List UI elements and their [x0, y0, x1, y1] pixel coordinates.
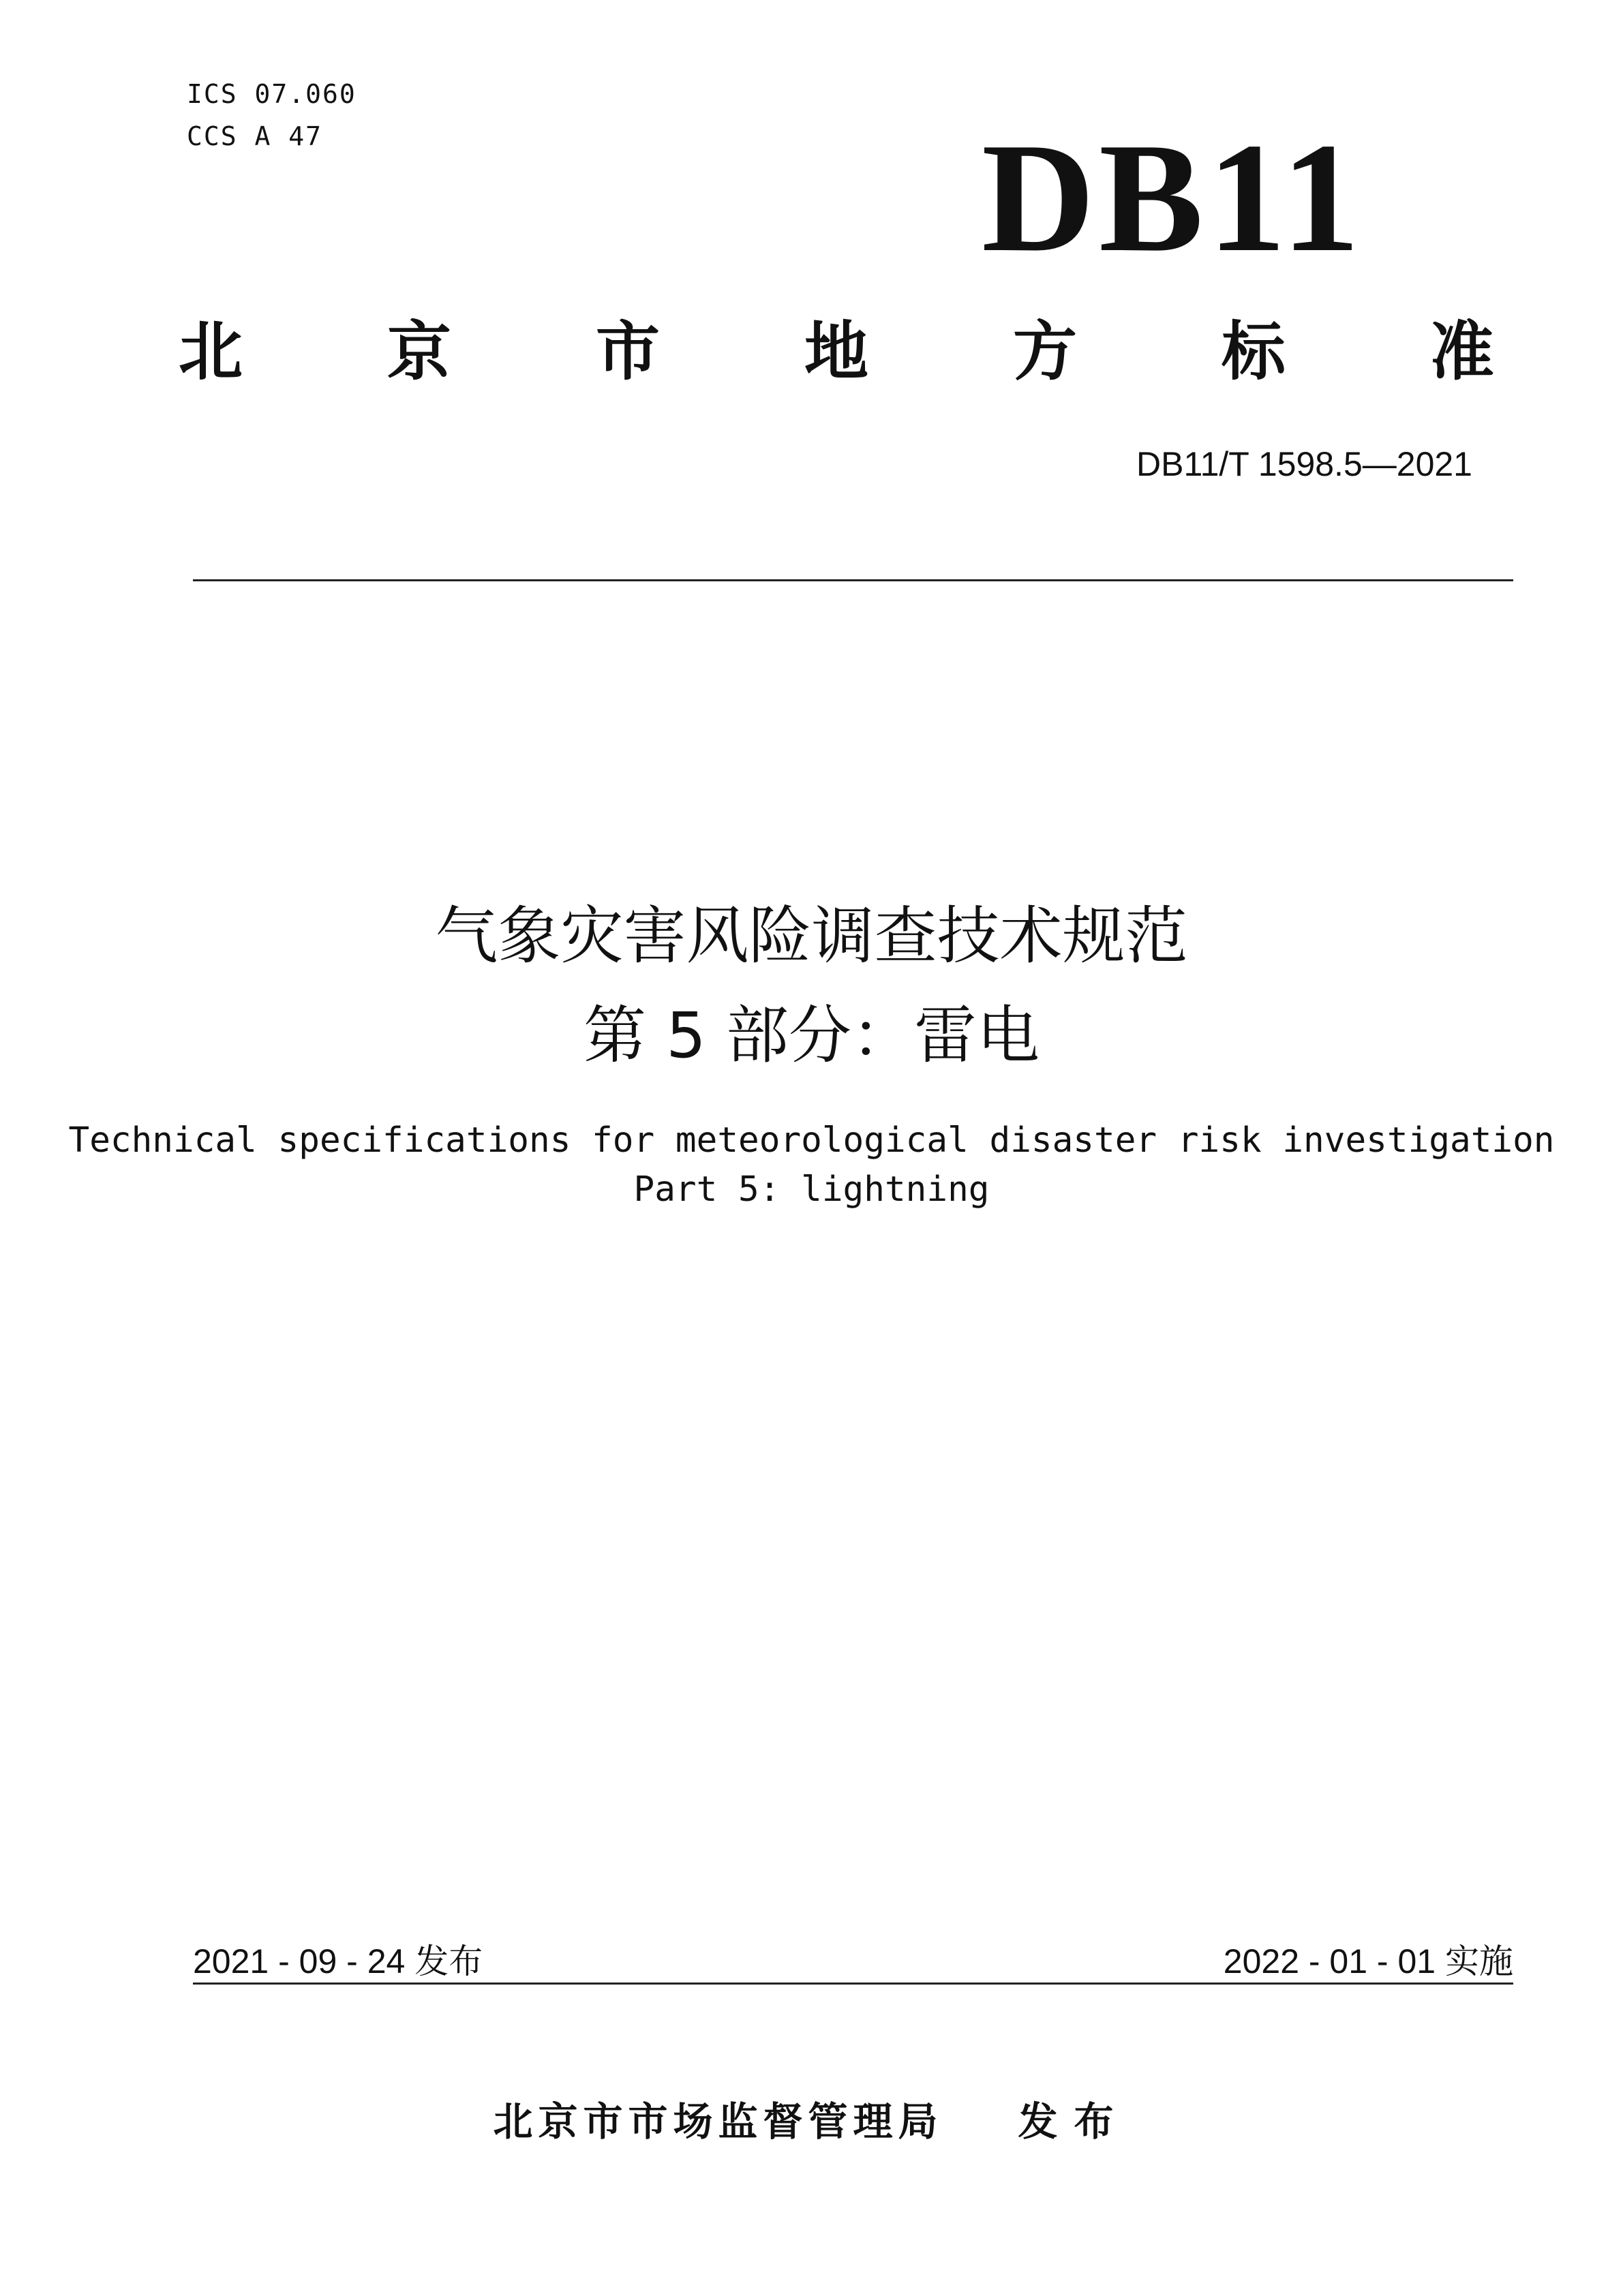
issuer-name: 北京市市场监督管理局	[493, 2098, 943, 2145]
footer-divider	[193, 1983, 1513, 1985]
standard-type-char: 地	[804, 315, 868, 389]
standard-type-char: 准	[1429, 315, 1494, 389]
standard-number: DB11/T 1598.5—2021	[1136, 445, 1472, 483]
standard-type-char: 京	[386, 315, 451, 389]
ics-code: ICS 07.060	[187, 79, 357, 109]
header-divider	[193, 579, 1513, 581]
standard-type-char: 标	[1221, 315, 1286, 389]
publish-date: 2021 - 09 - 24 发布	[193, 1942, 483, 1980]
standard-type-heading	[179, 315, 1494, 390]
standard-type-char: 方	[1012, 315, 1077, 389]
title-chinese-main: 气象灾害风险调查技术规范	[435, 900, 1188, 973]
issuer-line	[0, 2090, 1623, 2147]
db11-logo: DB11	[982, 110, 1364, 284]
standard-type-char: 北	[179, 315, 243, 389]
issuer-action: 发布	[1018, 2098, 1130, 2145]
implementation-date: 2022 - 01 - 01 实施	[1223, 1942, 1513, 1980]
title-english-main: Technical specifications for meteorological disaster risk investigation	[68, 1120, 1555, 1161]
ccs-code: CCS A 47	[187, 121, 323, 151]
standard-type-char: 市	[595, 315, 660, 389]
title-english-part: Part 5: lightning	[633, 1169, 990, 1210]
title-chinese-part: 第 5 部分：雷电	[583, 999, 1040, 1072]
